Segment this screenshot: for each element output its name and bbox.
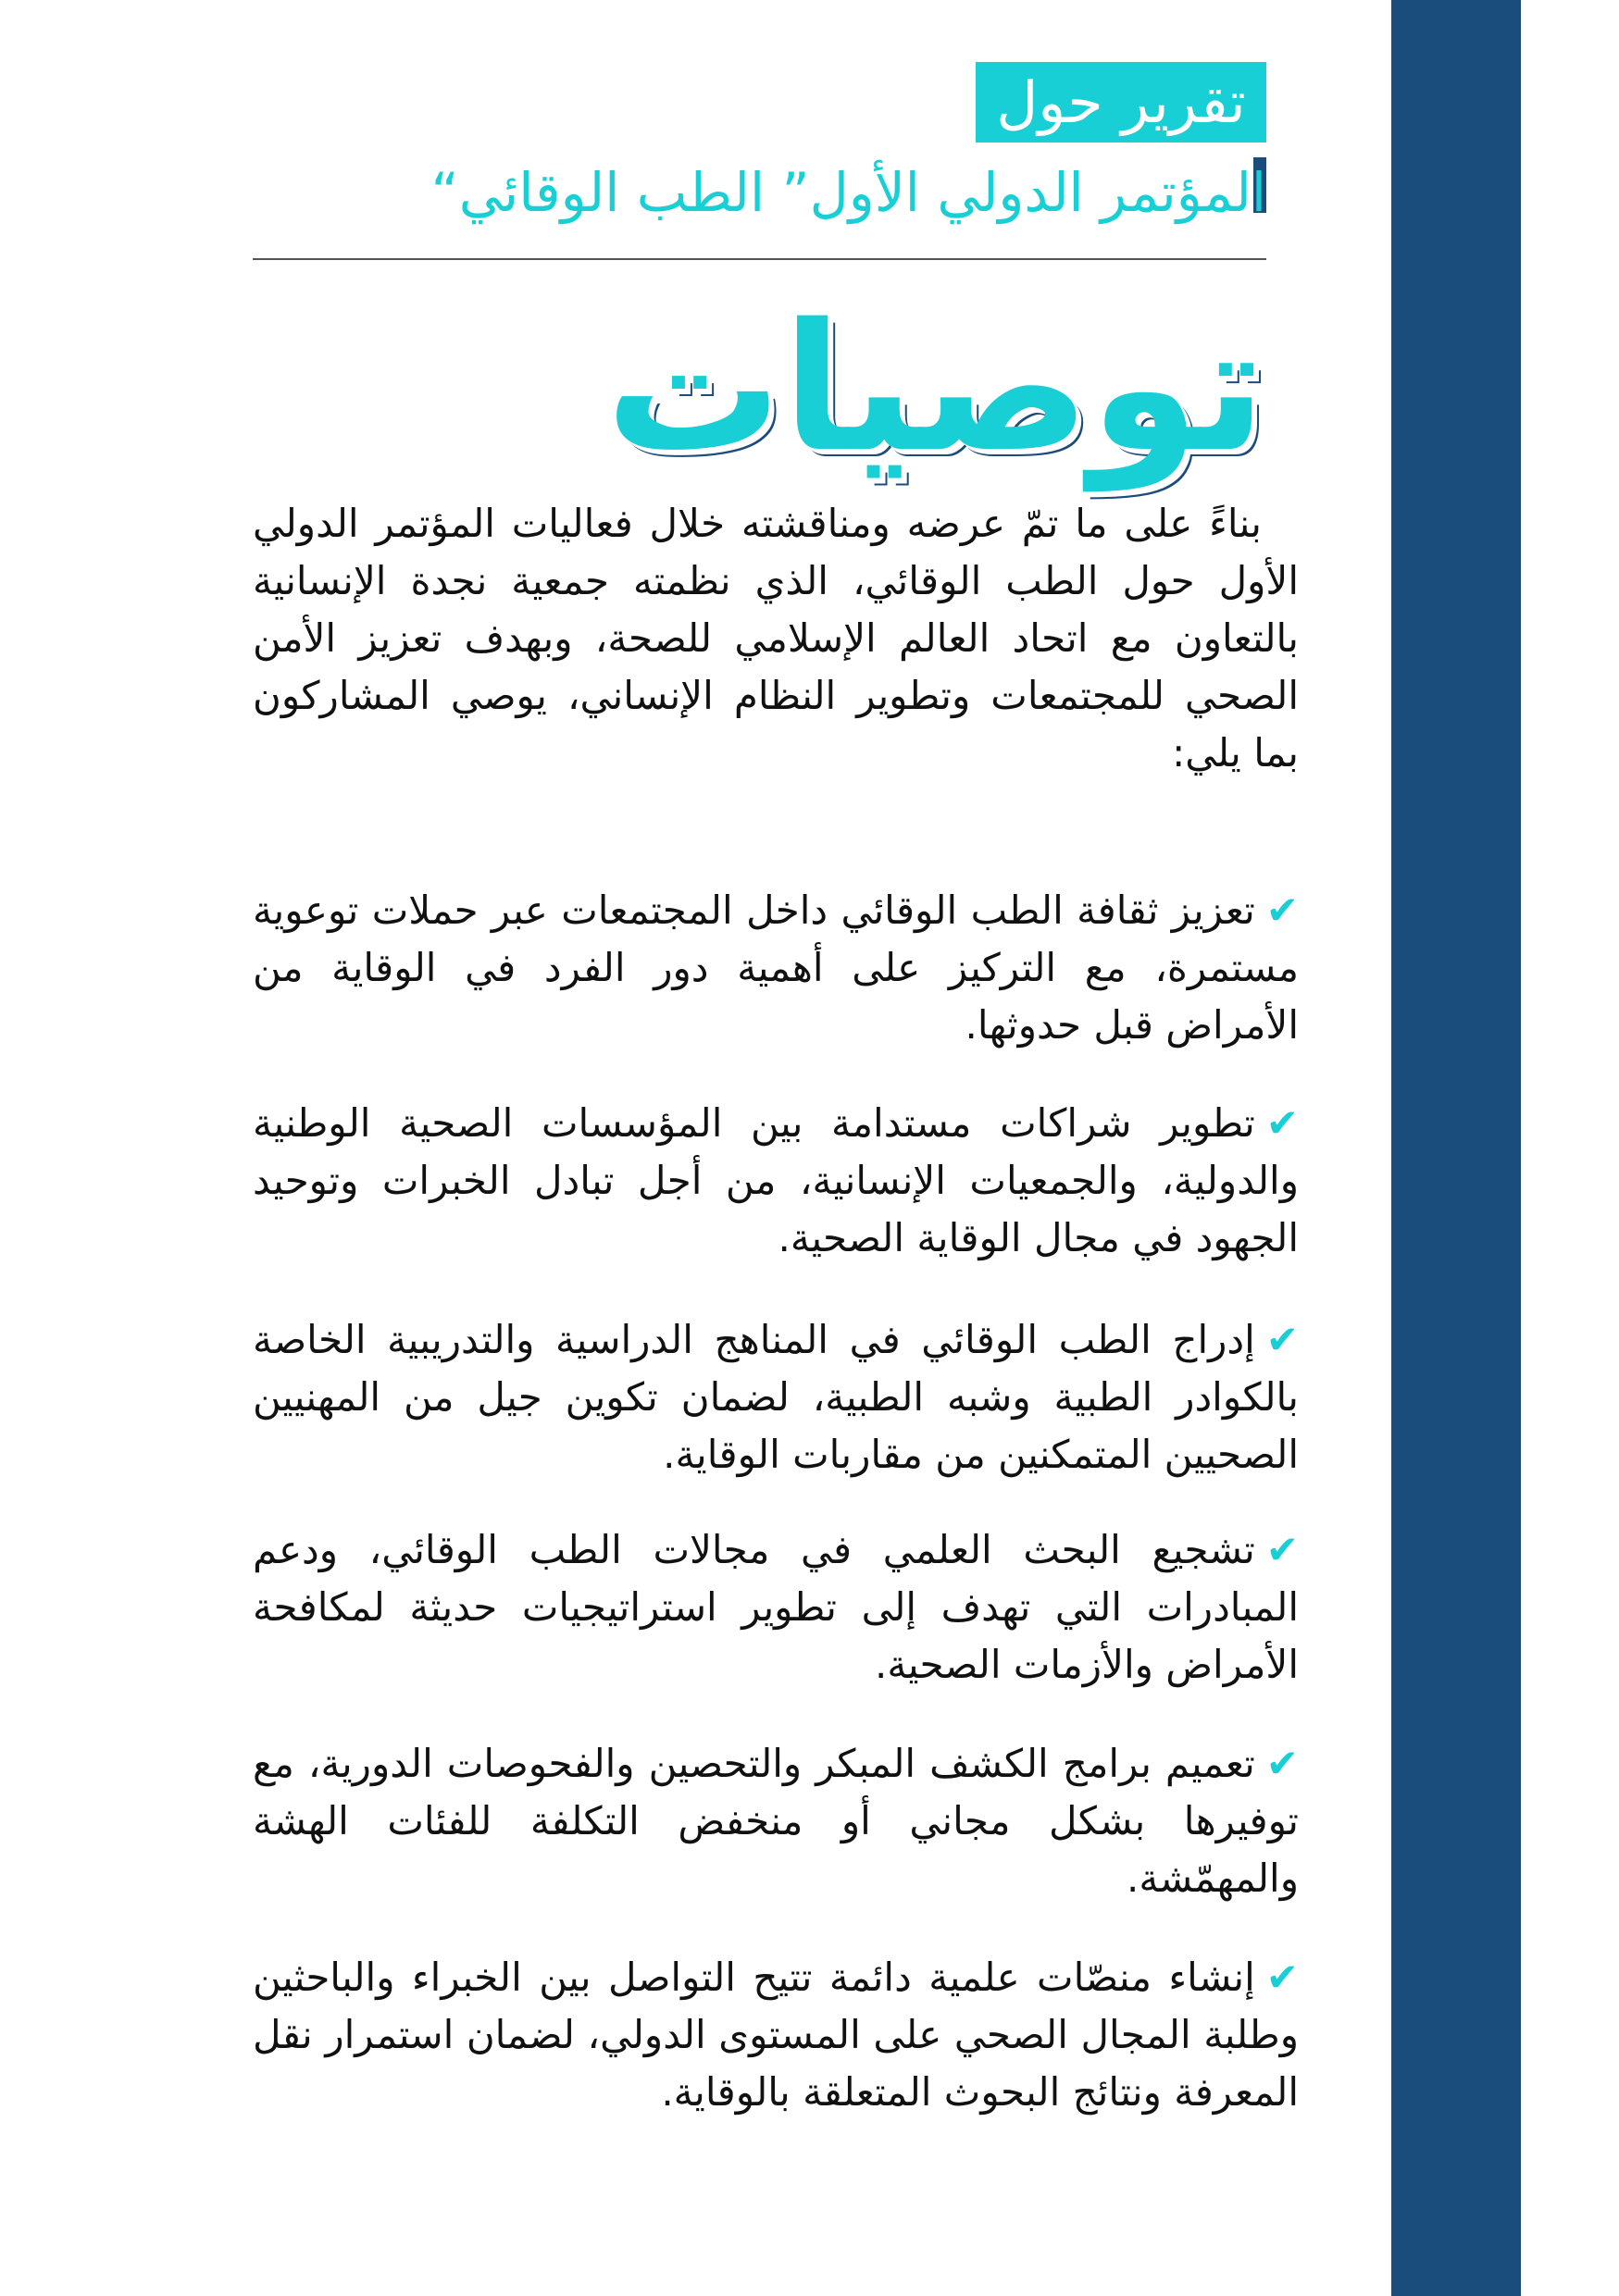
side-bar-decoration	[1391, 0, 1521, 2296]
recommendation-item: ✔إدراج الطب الوقائي في المناهج الدراسية والتدريبية الخاصة بالكوادر الطبية وشبه الطبية، لضمان تكوين جيل من المهنيين الصحيين المتمكنين من مقاربات الوقاية.	[253, 1317, 1299, 1477]
divider	[253, 258, 1266, 260]
recommendation-item: ✔تعزيز ثقافة الطب الوقائي داخل المجتمعات عبر حملات توعوية مستمرة، مع التركيز على أهمية دور الفرد في الوقاية من الأمراض قبل حدوثها.	[253, 887, 1299, 1048]
report-tag: تقرير حول	[976, 62, 1266, 143]
check-icon: ✔	[1265, 1955, 1299, 2000]
recommendations-heading: توصيات	[605, 286, 1266, 490]
check-icon: ✔	[1265, 1741, 1299, 1786]
recommendation-item: ✔تطوير شراكات مستدامة بين المؤسسات الصحية الوطنية والدولية، والجمعيات الإنسانية، من أجل تبادل الخبرات وتوحيد الجهود في مجال الوقاية الصحية.	[253, 1100, 1299, 1260]
recommendation-item: ✔إنشاء منصّات علمية دائمة تتيح التواصل بين الخبراء والباحثين وطلبة المجال الصحي على المستوى الدولي، لضمان استمرار نقل المعرفة ونتائج البحوث المتعلقة بالوقاية.	[253, 1955, 1299, 2115]
conference-title: المؤتمر الدولي الأول” الطب الوقائي“	[430, 161, 1266, 224]
check-icon: ✔	[1265, 1527, 1299, 1572]
intro-paragraph: بناءً على ما تمّ عرضه ومناقشته خلال فعاليات المؤتمر الدولي الأول حول الطب الوقائي، الذي نظمته جمعية نجدة الإنسانية بالتعاون مع اتحاد العالم الإسلامي للصحة، وبهدف تعزيز الأمن الصحي للمجتمعات وتطوير النظام الإنساني، يوصي المشاركون بما يلي:	[253, 501, 1299, 776]
check-icon: ✔	[1265, 1100, 1299, 1146]
recommendation-item: ✔تشجيع البحث العلمي في مجالات الطب الوقائي، ودعم المبادرات التي تهدف إلى تطوير استراتيجيات حديثة لمكافحة الأمراض والأزمات الصحية.	[253, 1527, 1299, 1687]
check-icon: ✔	[1265, 1317, 1299, 1362]
check-icon: ✔	[1265, 887, 1299, 933]
recommendation-item: ✔تعميم برامج الكشف المبكر والتحصين والفحوصات الدورية، مع توفيرها بشكل مجاني أو منخفض التكلفة للفئات الهشة والمهمّشة.	[253, 1741, 1299, 1901]
